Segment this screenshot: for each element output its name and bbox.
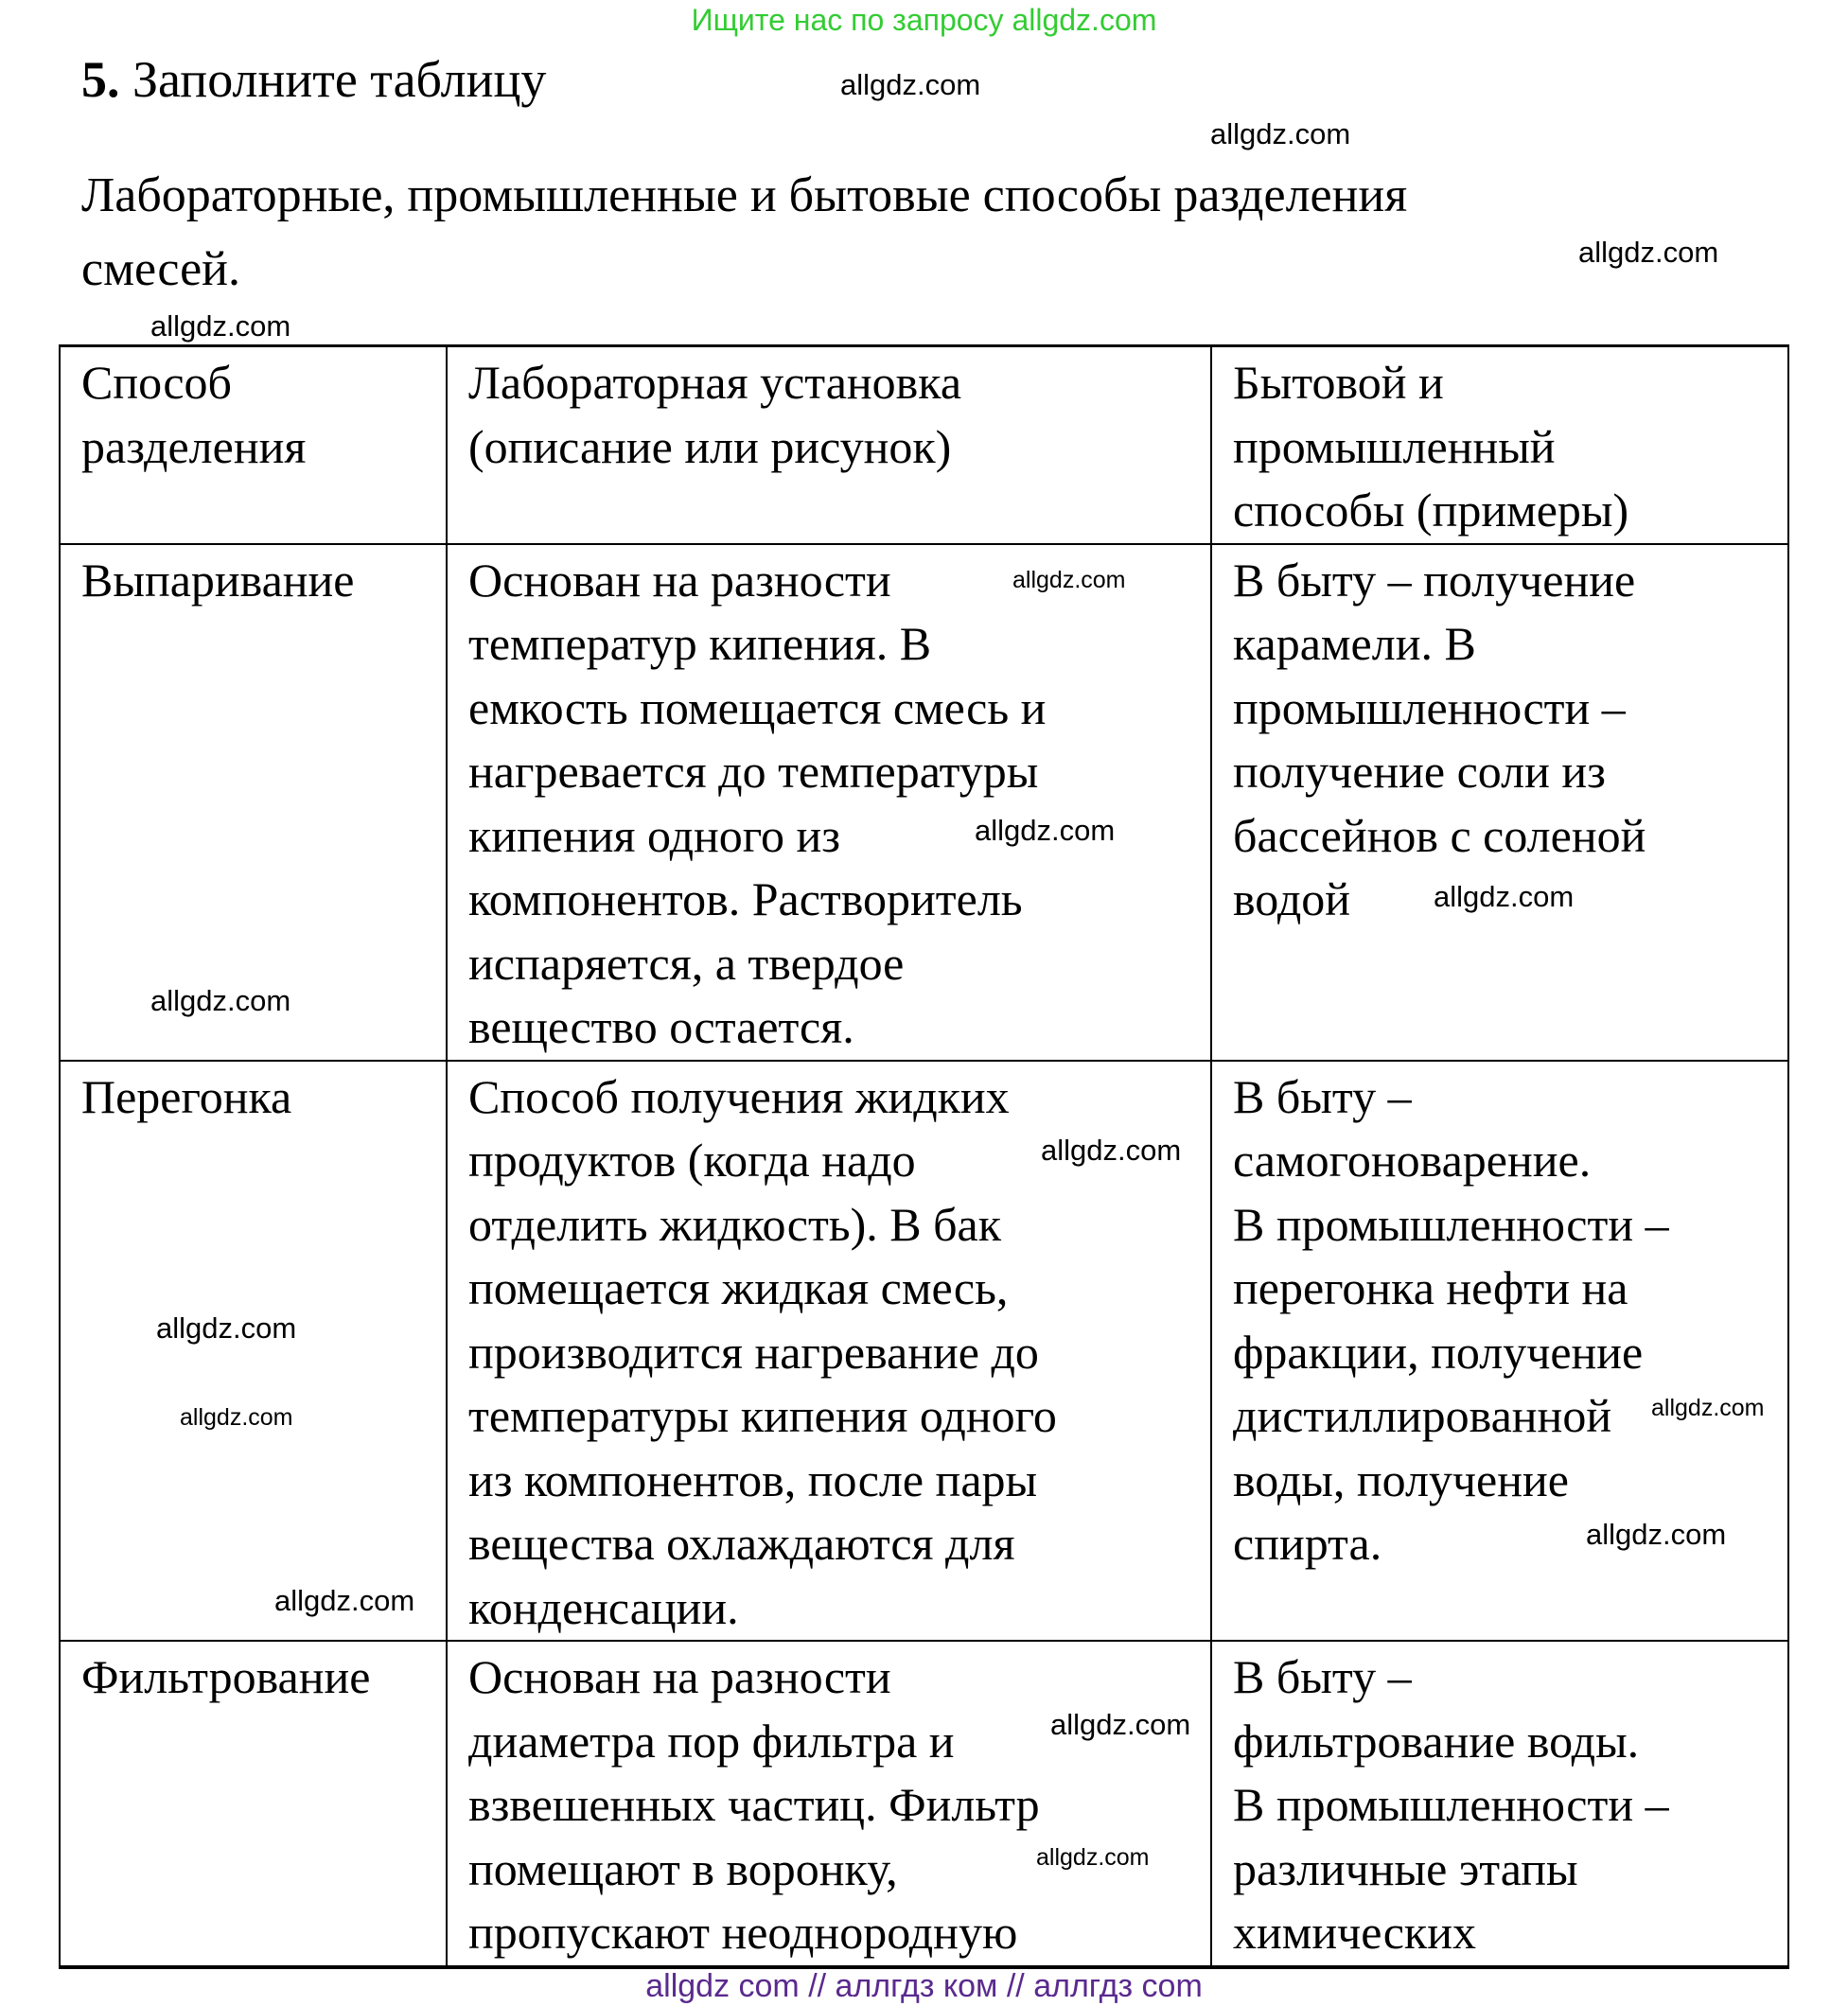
cell-text-line: В быту – — [1233, 1650, 1412, 1703]
cell-text-line: В быту – получение — [1233, 553, 1636, 607]
cell-text-line: водой — [1233, 872, 1351, 925]
watermark: allgdz.com — [150, 984, 291, 1017]
watermark: allgdz.com — [180, 1404, 293, 1431]
task-number: 5. — [81, 51, 120, 108]
table-header-row — [60, 346, 1788, 544]
cell-text-line: компонентов. Растворитель — [468, 872, 1023, 925]
cell-text-line: (описание или рисунок) — [468, 419, 952, 473]
cell-text-line: фракции, получение — [1233, 1325, 1644, 1379]
cell-text-line: В промышленности – — [1233, 1778, 1669, 1831]
cell-text-line: диаметра пор фильтра и — [468, 1714, 955, 1768]
cell-text-line: фильтрование воды. — [1233, 1714, 1640, 1768]
watermark: allgdz.com — [1586, 1518, 1727, 1551]
cell-text-line: промышленности – — [1233, 680, 1626, 734]
cell-text-line: В промышленности – — [1233, 1197, 1669, 1251]
cell-text-line: Фильтрование — [81, 1650, 371, 1703]
cell-text-line: В быту – — [1233, 1069, 1412, 1123]
cell-examples — [1211, 1641, 1788, 1967]
table-caption — [81, 159, 1690, 307]
cell-text-line: различные этапы — [1233, 1841, 1578, 1895]
watermark: allgdz.com — [1050, 1708, 1191, 1741]
cell-text-line: самогоноварение. — [1233, 1134, 1592, 1187]
cell-text-line: способы (примеры) — [1233, 484, 1629, 537]
cell-text-line: Способ получения жидких — [468, 1069, 1010, 1123]
caption-line: Лабораторные, промышленные и бытовые способы разделения — [81, 168, 1408, 222]
cell-text-line: температур кипения. В — [468, 617, 932, 670]
cell-text-line: получение соли из — [1233, 745, 1606, 798]
cell-method — [60, 1641, 447, 1967]
task-heading — [81, 49, 546, 110]
cell-text-line: разделения — [81, 419, 307, 473]
watermark: allgdz.com — [1434, 880, 1575, 913]
cell-text-line: производится нагревание до — [468, 1325, 1039, 1379]
watermark: allgdz.com — [274, 1584, 415, 1617]
watermark: allgdz.com — [1210, 117, 1351, 150]
cell-text-line: конденсации. — [468, 1580, 739, 1634]
header-method — [60, 346, 447, 544]
cell-examples — [1211, 1061, 1788, 1642]
watermark: allgdz.com — [840, 68, 981, 101]
header-lab-setup — [447, 346, 1211, 544]
table-row — [60, 1061, 1788, 1642]
watermark: allgdz.com — [1036, 1844, 1150, 1871]
caption-line: смесей. — [81, 242, 240, 296]
cell-text-line: кипения одного из — [468, 808, 841, 862]
cell-text-line: температуры кипения одного — [468, 1389, 1057, 1442]
cell-text-line: помещают в воронку, — [468, 1841, 898, 1895]
cell-text-line: перегонка нефти на — [1233, 1261, 1628, 1314]
cell-text-line: спирта. — [1233, 1517, 1382, 1570]
cell-text-line: Перегонка — [81, 1069, 292, 1123]
cell-text-line: вещество остается. — [468, 1000, 854, 1053]
cell-text-line: вещества охлаждаются для — [468, 1517, 1015, 1570]
cell-text-line: Основан на разности — [468, 553, 891, 607]
cell-text-line: из компонентов, после пары — [468, 1452, 1038, 1506]
watermark: allgdz.com — [1012, 567, 1126, 593]
cell-text-line: карамели. В — [1233, 617, 1476, 670]
watermark: allgdz.com — [156, 1311, 297, 1345]
header-examples — [1211, 346, 1788, 544]
cell-text-line: взвешенных частиц. Фильтр — [468, 1778, 1040, 1831]
cell-method — [60, 1061, 447, 1642]
cell-text-line: пропускают неоднородную — [468, 1906, 1018, 1959]
cell-text-line: отделить жидкость). В бак — [468, 1197, 1002, 1251]
cell-text-line: химических — [1233, 1906, 1476, 1959]
cell-text-line: помещается жидкая смесь, — [468, 1261, 1009, 1314]
cell-text-line: Способ — [81, 356, 232, 409]
cell-text-line: дистиллированной — [1233, 1389, 1612, 1442]
cell-text-line: продуктов (когда надо — [468, 1134, 916, 1187]
cell-text-line: бассейнов с соленой — [1233, 808, 1646, 862]
cell-text-line: Бытовой и — [1233, 356, 1444, 409]
separation-methods-table — [59, 344, 1789, 1969]
cell-text-line: Основан на разности — [468, 1650, 891, 1703]
task-title: Заполните таблицу — [132, 51, 547, 108]
cell-text-line: промышленный — [1233, 419, 1556, 473]
cell-text-line: емкость помещается смесь и — [468, 680, 1047, 734]
watermark: allgdz.com — [1578, 236, 1719, 269]
footer-watermark: allgdz com // аллгдз ком // аллгдз com — [645, 1968, 1203, 2004]
search-banner: Ищите нас по запросу allgdz.com — [691, 3, 1157, 37]
cell-method — [60, 544, 447, 1061]
cell-text-line: воды, получение — [1233, 1452, 1569, 1506]
watermark: allgdz.com — [1041, 1134, 1182, 1167]
cell-lab-setup — [447, 1641, 1211, 1967]
cell-text-line: испаряется, а твердое — [468, 936, 905, 990]
cell-examples — [1211, 544, 1788, 1061]
cell-lab-setup — [447, 544, 1211, 1061]
table-row — [60, 1641, 1788, 1967]
table-row — [60, 544, 1788, 1061]
watermark: allgdz.com — [975, 814, 1116, 847]
watermark: allgdz.com — [1651, 1395, 1765, 1421]
cell-text-line: Выпаривание — [81, 553, 355, 607]
cell-text-line: Лабораторная установка — [468, 356, 962, 409]
watermark: allgdz.com — [150, 309, 291, 343]
cell-text-line: нагревается до температуры — [468, 745, 1039, 798]
